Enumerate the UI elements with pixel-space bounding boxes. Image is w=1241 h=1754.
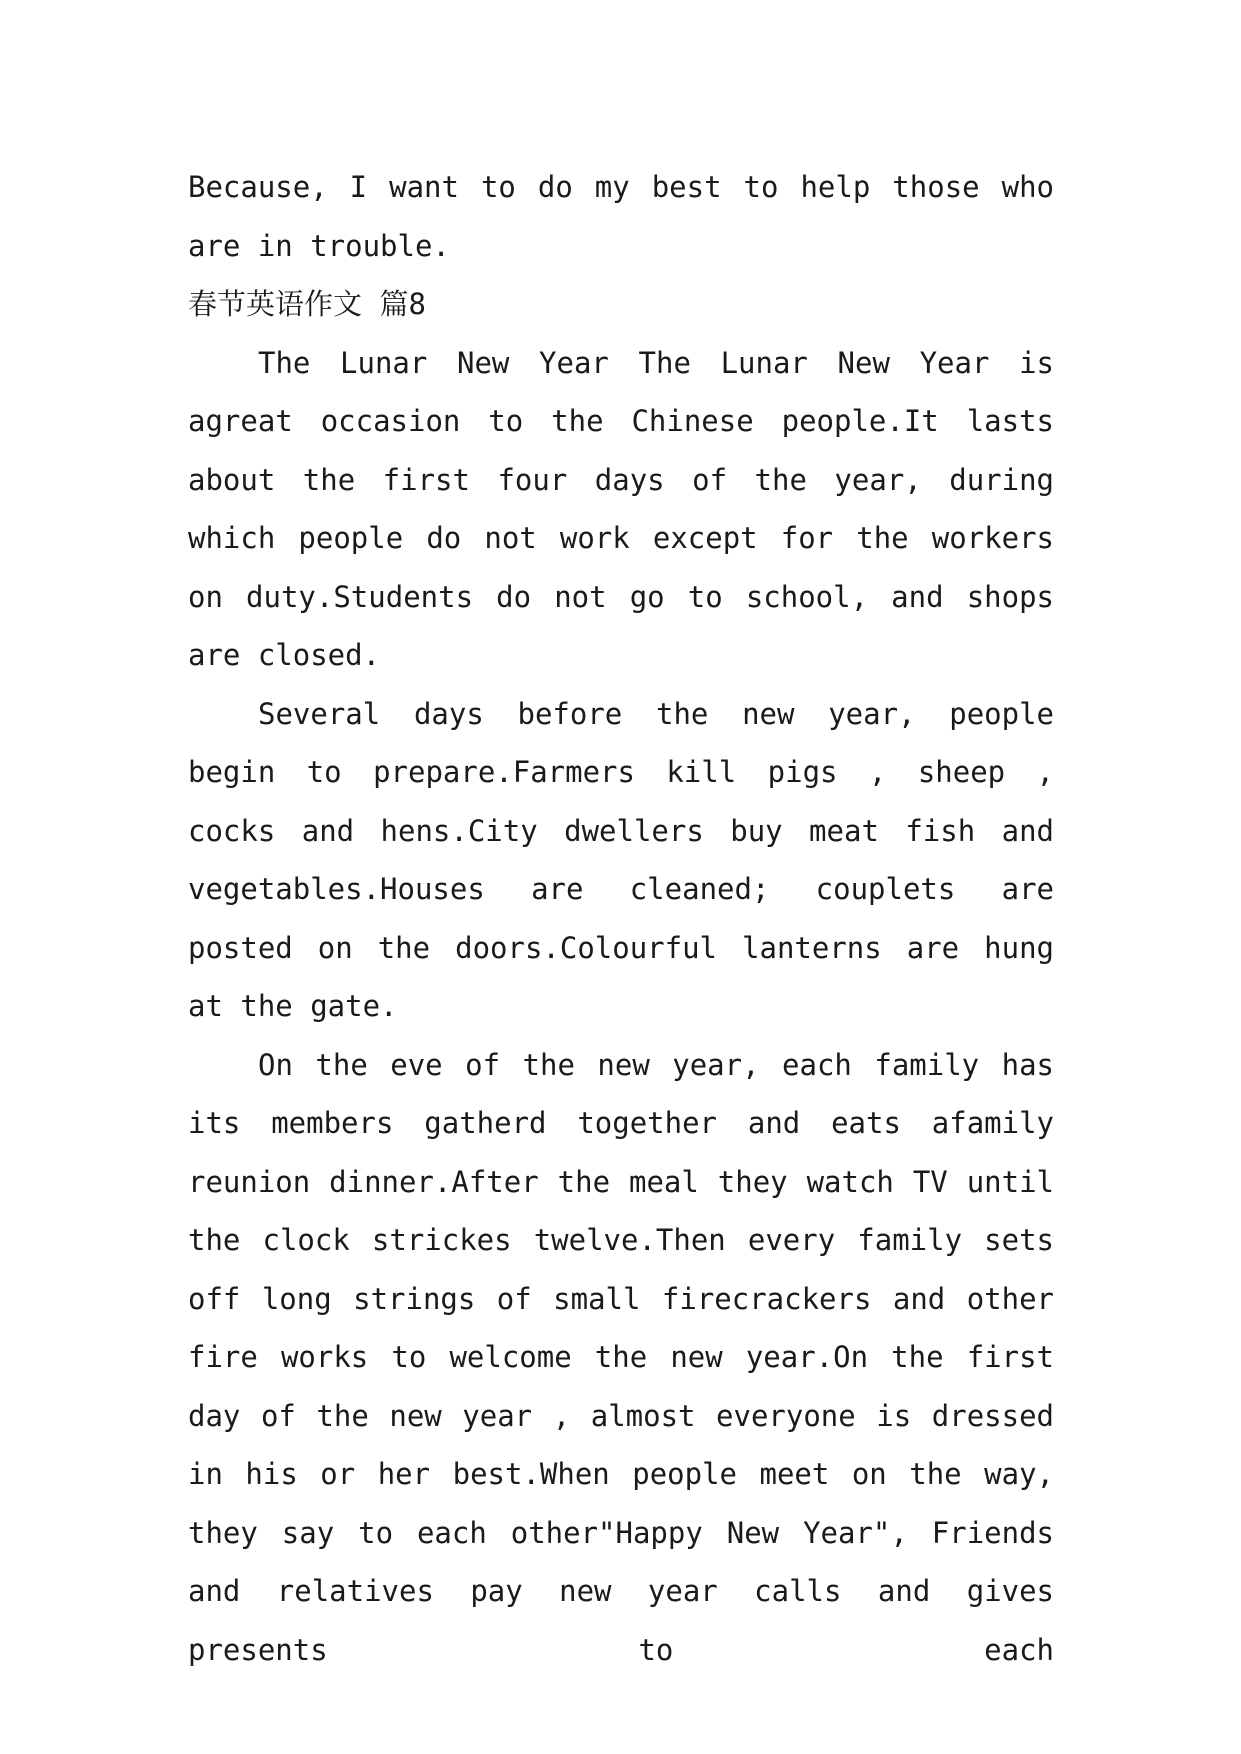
paragraph-2: Several days before the new year, people begin to prepare.Farmers kill pigs , sheep , cocks and hens.City dwellers buy meat fish and vegetables.Houses are cleaned; couplets are posted on the doors.Colourful lanterns are hung at the gate. (188, 696, 1054, 1023)
paragraph-1: The Lunar New Year The Lunar New Year is agreat occasion to the Chinese people.It lasts about the first four days of the year, during which people do not work except for the workers on duty.Students do not go to school, and shops are closed. (188, 345, 1054, 672)
paragraph-3: On the eve of the new year, each family has its members gatherd together and eats afamily reunion dinner.After the meal they watch TV until the clock strickes twelve.Then every family sets off long strings of small firecrackers and other fire works to welcome the new year.On the first day of the new year , almost everyone is dressed in his or her best.When people meet on the way, they say to each other"Happy New Year", Friends and relatives pay new year calls and gives presents to each (188, 1047, 1054, 1667)
intro-continuation: Because, I want to do my best to help those who are in trouble. (188, 170, 1054, 263)
section-heading: 春节英语作文 篇8 (188, 287, 426, 321)
text-column (188, 158, 1054, 1679)
